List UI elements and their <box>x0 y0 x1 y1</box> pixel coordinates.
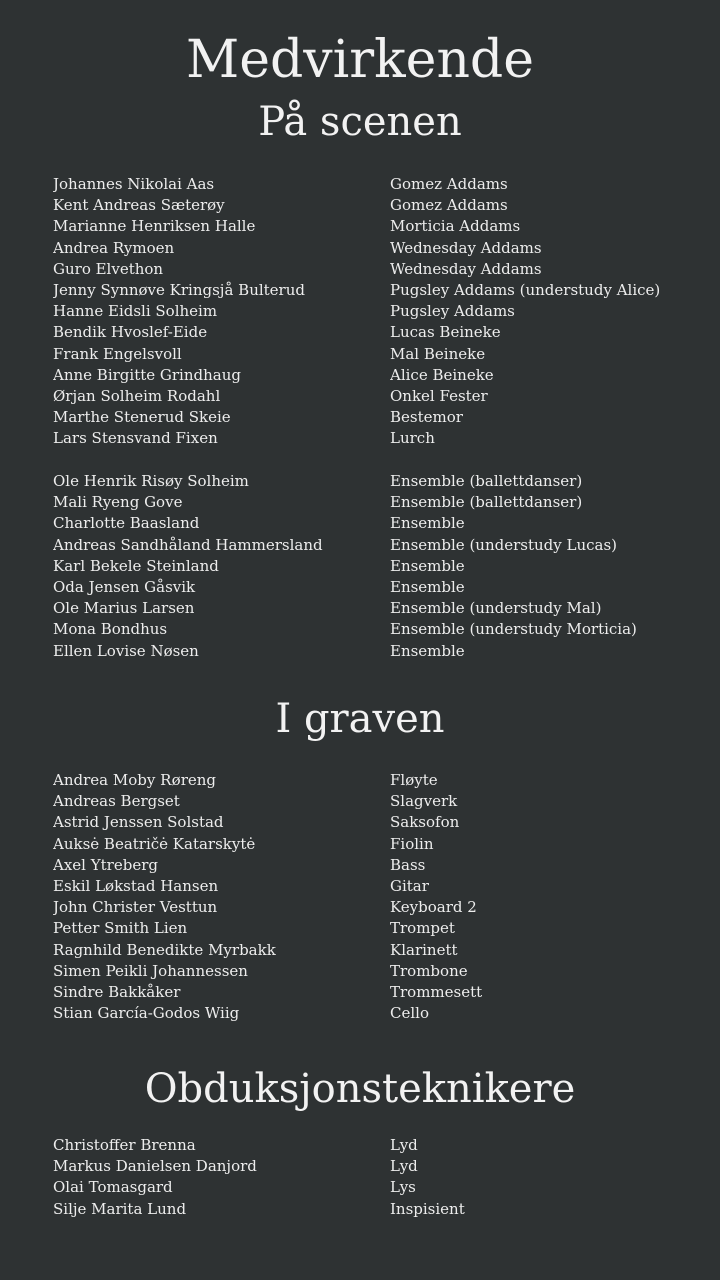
person-name: Petter Smith Lien <box>53 919 188 938</box>
person-name: Ørjan Solheim Rodahl <box>53 386 221 405</box>
credit-row <box>53 301 720 322</box>
person-role: Trommesett <box>390 982 483 1001</box>
person-name: Kent Andreas Sæterøy <box>53 196 225 215</box>
person-name: Ole Marius Larsen <box>53 599 195 618</box>
pit-musicians-list <box>53 770 720 1024</box>
person-name: Olai Tomasgard <box>53 1178 173 1197</box>
person-name: Simen Peikli Johannessen <box>53 961 248 980</box>
person-role: Pugsley Addams <box>390 302 515 321</box>
person-name: Ole Henrik Risøy Solheim <box>53 472 249 490</box>
person-role: Gomez Addams <box>390 196 508 215</box>
credit-row <box>53 961 720 982</box>
credit-row <box>53 322 720 343</box>
credit-row <box>53 238 720 259</box>
person-role: Bass <box>390 855 426 874</box>
person-role: Ensemble (ballettdanser) <box>390 493 583 512</box>
page-title: Medvirkende <box>185 30 534 90</box>
credit-row <box>53 812 720 833</box>
person-name: Bendik Hvoslef-Eide <box>53 323 208 342</box>
credit-row <box>53 598 720 619</box>
person-name: Guro Elvethon <box>53 259 164 278</box>
person-name: Johannes Nikolai Aas <box>53 175 215 193</box>
section-heading-technicians: Obduksjonsteknikere <box>144 1066 576 1112</box>
credit-row <box>53 471 720 492</box>
person-role: Cello <box>390 1004 429 1023</box>
person-name: Astrid Jenssen Solstad <box>53 813 224 832</box>
person-name: Charlotte Baasland <box>53 514 200 533</box>
credit-row <box>53 770 720 791</box>
credit-row <box>53 386 720 407</box>
person-role: Onkel Fester <box>390 386 488 405</box>
person-name: John Christer Vesttun <box>53 898 218 917</box>
credit-row <box>53 428 720 449</box>
person-role: Ensemble (understudy Morticia) <box>390 620 637 639</box>
credit-row <box>53 1177 720 1198</box>
technicians-list <box>53 1135 720 1220</box>
credit-row <box>53 1135 720 1156</box>
person-name: Stian García-Godos Wiig <box>53 1004 240 1023</box>
credit-row <box>53 365 720 386</box>
credit-row <box>53 876 720 897</box>
person-name: Auksė Beatričė Katarskytė <box>53 834 256 853</box>
person-role: Morticia Addams <box>390 217 521 236</box>
person-role: Gitar <box>390 876 429 895</box>
credit-row <box>53 174 720 195</box>
person-role: Ensemble <box>390 641 465 660</box>
person-role: Lyd <box>390 1157 418 1176</box>
credit-row <box>53 556 720 577</box>
person-role: Lys <box>390 1178 416 1197</box>
person-name: Mona Bondhus <box>53 620 168 639</box>
person-name: Oda Jensen Gåsvik <box>53 577 196 596</box>
person-role: Alice Beineke <box>390 365 494 384</box>
person-name: Andreas Sandhåland Hammersland <box>53 535 323 554</box>
credit-row <box>53 535 720 556</box>
person-name: Andrea Moby Røreng <box>53 771 217 789</box>
person-role: Inspisient <box>390 1199 465 1218</box>
person-role: Saksofon <box>390 813 460 832</box>
person-role: Lyd <box>390 1136 418 1154</box>
credit-row <box>53 280 720 301</box>
person-role: Ensemble (understudy Lucas) <box>390 535 618 554</box>
credit-row <box>53 855 720 876</box>
credit-row <box>53 834 720 855</box>
credit-row <box>53 577 720 598</box>
credit-row <box>53 982 720 1003</box>
person-role: Pugsley Addams (understudy Alice) <box>390 280 661 299</box>
person-name: Marthe Stenerud Skeie <box>53 408 231 427</box>
credit-row <box>53 918 720 939</box>
ensemble-list <box>53 471 720 662</box>
person-name: Ellen Lovise Nøsen <box>53 641 199 660</box>
person-name: Silje Marita Lund <box>53 1199 187 1218</box>
person-name: Eskil Løkstad Hansen <box>53 876 219 895</box>
credit-row <box>53 1156 720 1177</box>
person-role: Trompet <box>390 919 455 938</box>
person-name: Hanne Eidsli Solheim <box>53 302 218 321</box>
section-heading-on-stage: På scenen <box>258 99 462 145</box>
credit-row <box>53 791 720 812</box>
person-role: Lucas Beineke <box>390 323 501 342</box>
person-role: Trombone <box>390 961 468 980</box>
person-name: Ragnhild Benedikte Myrbakk <box>53 940 276 959</box>
credit-row <box>53 1199 720 1220</box>
credit-row <box>53 492 720 513</box>
person-role: Ensemble (understudy Mal) <box>390 599 602 618</box>
section-heading-pit: I graven <box>275 696 445 742</box>
credit-row <box>53 1003 720 1024</box>
person-role: Wednesday Addams <box>390 259 542 278</box>
person-role: Bestemor <box>390 408 463 427</box>
credit-row <box>53 216 720 237</box>
person-role: Ensemble (ballettdanser) <box>390 472 583 490</box>
person-name: Axel Ytreberg <box>53 855 158 874</box>
person-name: Andreas Bergset <box>53 792 180 811</box>
person-role: Lurch <box>390 429 435 448</box>
credit-row <box>53 195 720 216</box>
credit-row <box>53 344 720 365</box>
person-name: Sindre Bakkåker <box>53 982 181 1001</box>
person-name: Lars Stensvand Fixen <box>53 429 218 448</box>
person-name: Mali Ryeng Gove <box>53 493 183 512</box>
person-role: Ensemble <box>390 577 465 596</box>
person-role: Ensemble <box>390 514 465 533</box>
person-name: Anne Birgitte Grindhaug <box>53 365 241 384</box>
credit-row <box>53 641 720 662</box>
credit-row <box>53 619 720 640</box>
person-role: Fløyte <box>390 771 438 789</box>
person-role: Gomez Addams <box>390 175 508 193</box>
person-role: Fiolin <box>390 834 434 853</box>
credit-row <box>53 407 720 428</box>
person-role: Mal Beineke <box>390 344 486 363</box>
person-role: Keyboard 2 <box>390 898 477 917</box>
person-name: Marianne Henriksen Halle <box>53 217 256 236</box>
person-name: Christoffer Brenna <box>53 1136 196 1154</box>
person-role: Ensemble <box>390 556 465 575</box>
person-name: Markus Danielsen Danjord <box>53 1157 257 1176</box>
credit-row <box>53 259 720 280</box>
person-role: Klarinett <box>390 940 458 959</box>
person-role: Wednesday Addams <box>390 238 542 257</box>
person-name: Frank Engelsvoll <box>53 344 182 363</box>
person-name: Jenny Synnøve Kringsjå Bulterud <box>53 280 305 299</box>
credit-row <box>53 940 720 961</box>
main-cast-list <box>53 174 720 449</box>
credit-row <box>53 513 720 534</box>
person-name: Karl Bekele Steinland <box>53 556 219 575</box>
person-name: Andrea Rymoen <box>53 238 175 257</box>
person-role: Slagverk <box>390 792 458 811</box>
credit-row <box>53 897 720 918</box>
